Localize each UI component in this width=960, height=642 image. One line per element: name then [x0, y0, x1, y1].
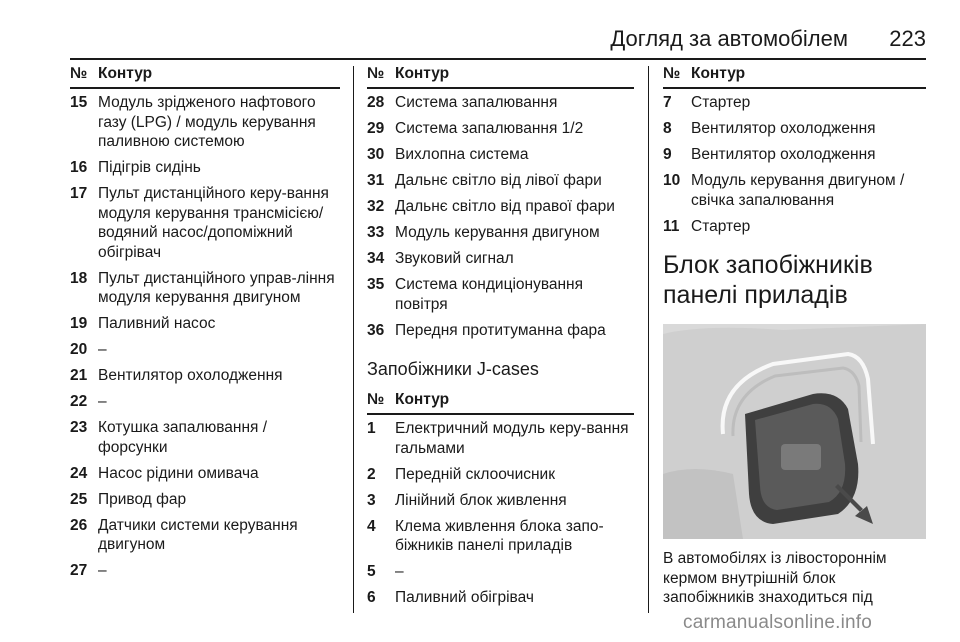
header-num: № — [367, 391, 385, 408]
fuse-circuit: Підігрів сидінь — [98, 159, 201, 176]
fuse-circuit: Вентилятор охолодження — [691, 146, 876, 163]
table-row — [70, 184, 340, 262]
header-label: Контур — [98, 65, 153, 82]
fuse-number: 18 — [70, 269, 88, 287]
fuse-list — [70, 93, 340, 581]
fuse-circuit: Пульт дистанційного керу-вання модуля керування трансмісією/водяний насос/допоміжний обігрівач — [98, 185, 329, 261]
table-header — [663, 64, 926, 89]
header-num: № — [70, 65, 88, 82]
fuse-number: 31 — [367, 172, 385, 189]
fuse-circuit: Дальнє світло від правої фари — [395, 198, 615, 215]
column-2 — [367, 64, 634, 614]
table-row — [70, 392, 340, 412]
header-label: Контур — [395, 391, 450, 408]
table-row — [367, 197, 634, 217]
table-row — [663, 217, 926, 237]
fuse-number: 30 — [367, 146, 385, 163]
fuse-circuit: Модуль зрідженого нафтового газу (LPG) / модуль керування паливною системою — [98, 94, 316, 150]
fuse-number: 11 — [663, 217, 680, 235]
table-row — [367, 491, 634, 511]
fuse-circuit: – — [98, 562, 107, 579]
fuse-number: 20 — [70, 341, 88, 358]
j-case-list — [367, 419, 634, 608]
fuse-number: 23 — [70, 419, 88, 436]
fuse-number: 27 — [70, 562, 88, 579]
fuse-number: 6 — [367, 589, 376, 606]
table-row — [70, 561, 340, 581]
fuse-circuit: Датчики системи керування двигуном — [98, 516, 298, 553]
fuse-number: 34 — [367, 250, 385, 267]
table-row — [70, 418, 340, 457]
table-row — [663, 145, 926, 165]
table-row — [367, 249, 634, 269]
fuse-number: 25 — [70, 490, 88, 508]
column-divider-2 — [648, 66, 649, 613]
table-header — [367, 64, 634, 89]
table-row — [70, 314, 340, 334]
fuse-number: 17 — [70, 185, 88, 202]
table-row — [367, 562, 634, 582]
table-row — [70, 93, 340, 152]
table-header — [367, 390, 634, 415]
column-divider-1 — [353, 66, 354, 613]
fuse-list — [367, 93, 634, 340]
fuse-number: 7 — [663, 94, 672, 111]
fuse-circuit: – — [98, 393, 107, 410]
table-row — [367, 171, 634, 191]
fuse-circuit: Паливний насос — [98, 315, 216, 332]
table-row — [367, 465, 634, 485]
table-row — [70, 158, 340, 178]
table-row — [663, 171, 926, 210]
fuse-circuit: Звуковий сигнал — [395, 250, 514, 267]
table-row — [70, 269, 340, 308]
fuse-number: 35 — [367, 276, 385, 293]
watermark: carmanualsonline.info — [683, 612, 873, 633]
page-title: Догляд за автомобілем — [610, 26, 848, 51]
table-header — [70, 64, 340, 89]
column-1 — [70, 64, 340, 587]
fuse-number: 22 — [70, 393, 88, 410]
page-header — [70, 24, 926, 60]
fuse-number: 32 — [367, 198, 385, 215]
table-row — [663, 93, 926, 113]
header-num: № — [663, 65, 681, 82]
fuse-number: 10 — [663, 172, 681, 189]
fuse-number: 29 — [367, 120, 385, 137]
table-row — [367, 119, 634, 139]
fuse-number: 2 — [367, 465, 376, 483]
fuse-circuit: Передня протитуманна фара — [395, 321, 606, 339]
fuse-number: 5 — [367, 563, 376, 580]
fuse-number: 28 — [367, 94, 385, 111]
fuse-circuit: – — [98, 341, 107, 358]
fuse-circuit: Лінійний блок живлення — [395, 491, 567, 509]
fuse-circuit: Привод фар — [98, 490, 187, 508]
fuse-circuit: Модуль керування двигуном — [395, 224, 600, 241]
fuse-circuit: Котушка запалювання / форсунки — [98, 419, 268, 456]
table-row — [367, 275, 634, 314]
fuse-list — [663, 93, 926, 236]
fuse-circuit: Стартер — [691, 217, 751, 235]
fuse-circuit: Вентилятор охолодження — [691, 120, 876, 137]
table-row — [367, 517, 634, 556]
fuse-circuit: Електричний модуль керу-вання гальмами — [395, 420, 629, 457]
description-paragraph: В автомобілях із лівостороннім кермом внутрішній блок запобіжників знаходиться під — [663, 550, 887, 606]
fuse-number: 4 — [367, 517, 376, 535]
header-num: № — [367, 65, 385, 82]
table-row — [70, 366, 340, 386]
fuse-circuit: Вихлопна система — [395, 146, 529, 163]
fuse-circuit: Система запалювання — [395, 94, 558, 111]
header-label: Контур — [395, 65, 450, 82]
fuse-box-photo — [663, 324, 926, 539]
fuse-circuit: Стартер — [691, 94, 751, 111]
table-row — [70, 340, 340, 360]
fuse-number: 8 — [663, 120, 672, 137]
fuse-number: 36 — [367, 321, 385, 339]
table-row — [367, 223, 634, 243]
fuse-number: 3 — [367, 491, 376, 509]
fuse-number: 16 — [70, 159, 88, 176]
fuse-circuit: Насос рідини омивача — [98, 464, 259, 482]
table-row — [367, 588, 634, 608]
fuse-circuit: Клема живлення блока запо-біжників панелі приладів — [395, 517, 604, 554]
fuse-circuit: Модуль керування двигуном / свічка запалювання — [691, 172, 905, 209]
table-row — [367, 93, 634, 113]
fuse-circuit: Паливний обігрівач — [395, 589, 534, 606]
fuse-circuit: Система запалювання 1/2 — [395, 120, 584, 137]
fuse-box-illustration — [663, 324, 926, 539]
fuse-circuit: Пульт дистанційного управ-ління модуля керування двигуном — [98, 269, 335, 306]
table-row — [70, 490, 340, 510]
fuse-number: 19 — [70, 315, 88, 332]
fuse-circuit: Передній склоочисник — [395, 465, 555, 483]
column-3 — [663, 64, 926, 608]
table-row — [70, 516, 340, 555]
table-row — [663, 119, 926, 139]
fuse-circuit: Вентилятор охолодження — [98, 367, 283, 384]
table-row — [367, 321, 634, 341]
fuse-circuit: Система кондиціонування повітря — [395, 276, 584, 313]
fuse-number: 15 — [70, 94, 88, 111]
fuse-number: 21 — [70, 367, 88, 384]
table-row — [367, 419, 634, 458]
header-label: Контур — [691, 65, 746, 82]
section-title-j-cases: Запобіжники J-cases — [367, 359, 539, 379]
table-row — [70, 464, 340, 484]
table-row — [367, 145, 634, 165]
fuse-circuit: – — [395, 563, 404, 580]
fuse-number: 9 — [663, 146, 672, 163]
section-heading: Блок запобіжників панелі приладів — [663, 251, 873, 309]
fuse-number: 1 — [367, 420, 376, 437]
fuse-number: 33 — [367, 224, 385, 241]
fuse-circuit: Дальнє світло від лівої фари — [395, 172, 602, 189]
page-number: 223 — [889, 26, 926, 51]
fuse-number: 24 — [70, 464, 88, 482]
fuse-number: 26 — [70, 516, 88, 534]
